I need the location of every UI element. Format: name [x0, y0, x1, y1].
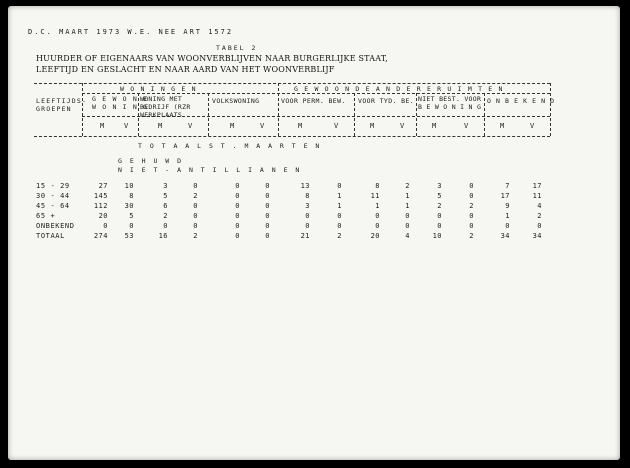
table-header-bottom-rule [34, 136, 550, 137]
group-header-ruimten: G E W O O N D E A N D E R E R U I M T E N [294, 85, 504, 93]
table-cell: 2 [537, 212, 542, 220]
table-cell: 4 [405, 232, 410, 240]
sub-label: V [464, 122, 469, 130]
table-cell: 0 [265, 212, 270, 220]
table-cell: 0 [235, 182, 240, 190]
row-label: 65 + [36, 212, 56, 220]
table-cell: 1 [405, 192, 410, 200]
table-cell: 0 [103, 222, 108, 230]
table-cell: 0 [235, 212, 240, 220]
col-header-onbekend: O N B E K E N D [487, 97, 555, 105]
group-divider [278, 83, 279, 136]
table-cell: 0 [305, 212, 310, 220]
sub-label: V [124, 122, 129, 130]
section-subtitle-status: G E H U W D [118, 157, 184, 165]
table-cell: 2 [437, 202, 442, 210]
table-cell: 5 [437, 192, 442, 200]
sub-label: V [400, 122, 405, 130]
table-cell: 1 [337, 202, 342, 210]
table-cell: 0 [375, 212, 380, 220]
table-cell: 8 [305, 192, 310, 200]
table-cell: 13 [300, 182, 310, 190]
table-cell: 3 [163, 182, 168, 190]
table-cell: 0 [405, 212, 410, 220]
table-cell: 2 [163, 212, 168, 220]
group-header-woningen: W O N I N G E N [120, 85, 197, 93]
col-divider [416, 93, 417, 136]
sub-label: V [188, 122, 193, 130]
table-cell: 3 [437, 182, 442, 190]
table-cell: 9 [505, 202, 510, 210]
table-cell: 0 [265, 202, 270, 210]
table-cell: 2 [193, 192, 198, 200]
title-line-2: LEEFTIJD EN GESLACHT EN NAAR AARD VAN HET WOONVERBLIJF [36, 65, 335, 74]
table-cell: 0 [537, 222, 542, 230]
table-cell: 0 [193, 212, 198, 220]
table-cell: 0 [265, 232, 270, 240]
table-cell: 34 [500, 232, 510, 240]
table-cell: 2 [405, 182, 410, 190]
table-cell: 0 [129, 222, 134, 230]
stub-header: LEEFTIJDS- GROEPEN [36, 97, 88, 113]
table-cell: 274 [93, 232, 108, 240]
col-header-gewone-woning: G E W O N E W O N I N G [92, 95, 149, 111]
section-subtitle-group: N I E T - A N T I L L I A N E N [118, 166, 302, 174]
table-cell: 17 [500, 192, 510, 200]
table-cell: 1 [375, 202, 380, 210]
table-cell: 0 [235, 232, 240, 240]
table-cell: 0 [193, 182, 198, 190]
table-cell: 0 [337, 222, 342, 230]
table-cell: 4 [537, 202, 542, 210]
table-cell: 21 [300, 232, 310, 240]
table-cell: 30 [124, 202, 134, 210]
table-cell: 0 [437, 222, 442, 230]
table-cell: 1 [337, 192, 342, 200]
sub-label: V [530, 122, 535, 130]
table-cell: 0 [437, 212, 442, 220]
table-cell: 2 [469, 202, 474, 210]
table-top-rule [34, 83, 550, 84]
table-cell: 0 [305, 222, 310, 230]
col-header-volkswoning: VOLKSWONING [212, 97, 260, 105]
table-cell: 112 [93, 202, 108, 210]
table-cell: 0 [469, 212, 474, 220]
table-cell: 1 [405, 202, 410, 210]
table-cell: 0 [469, 192, 474, 200]
table-cell: 5 [163, 192, 168, 200]
table-cell: 5 [129, 212, 134, 220]
row-label: 15 - 29 [36, 182, 70, 190]
table-cell: 0 [163, 222, 168, 230]
table-cell: 0 [265, 222, 270, 230]
table-cell: 0 [469, 182, 474, 190]
col-header-voor-tyd: VOOR TYD. BE. [358, 97, 415, 105]
row-label: TOTAAL [36, 232, 65, 240]
table-cell: 2 [193, 232, 198, 240]
sub-label: M [500, 122, 505, 130]
table-cell: 0 [337, 212, 342, 220]
row-label: 45 - 64 [36, 202, 70, 210]
table-cell: 27 [98, 182, 108, 190]
table-cell: 0 [265, 192, 270, 200]
table-cell: 3 [305, 202, 310, 210]
row-label: ONBEKEND [36, 222, 75, 230]
sub-label: M [158, 122, 163, 130]
table-cell: 0 [505, 222, 510, 230]
table-cell: 2 [337, 232, 342, 240]
sub-label: V [260, 122, 265, 130]
col-header-voor-perm: VOOR PERM. BEW. [281, 97, 346, 105]
table-cell: 2 [469, 232, 474, 240]
col-header-niet-bestemd: NIET BEST. VOOR B E W O N I N G [418, 95, 482, 111]
title-line-1: HUURDER OF EIGENAARS VAN WOONVERBLIJVEN NAAR BURGERLIJKE STAAT, [36, 54, 388, 63]
col-divider [354, 93, 355, 136]
table-cell: 0 [337, 182, 342, 190]
group-rule [82, 93, 550, 94]
table-cell: 0 [193, 222, 198, 230]
sub-label: M [370, 122, 375, 130]
table-cell: 20 [98, 212, 108, 220]
document-page [8, 6, 620, 460]
table-cell: 0 [405, 222, 410, 230]
sub-label: M [432, 122, 437, 130]
table-cell: 10 [432, 232, 442, 240]
table-cell: 8 [129, 192, 134, 200]
col-divider [208, 93, 209, 136]
table-cell: 0 [193, 202, 198, 210]
table-cell: 0 [235, 202, 240, 210]
table-cell: 0 [235, 192, 240, 200]
table-right-edge [550, 83, 551, 136]
table-cell: 0 [265, 182, 270, 190]
table-cell: 34 [532, 232, 542, 240]
table-cell: 1 [505, 212, 510, 220]
table-cell: 7 [505, 182, 510, 190]
table-cell: 145 [93, 192, 108, 200]
sub-label: M [100, 122, 105, 130]
table-cell: 53 [124, 232, 134, 240]
table-cell: 16 [158, 232, 168, 240]
row-label: 30 - 44 [36, 192, 70, 200]
sub-label: V [334, 122, 339, 130]
table-cell: 8 [375, 182, 380, 190]
table-cell: 0 [375, 222, 380, 230]
col-header-woning-met-bedrijf: WONING MET BEDRIJF (RZR WERKPLAATS [140, 95, 191, 119]
code-line: D.C. MAART 1973 W.E. NEE ART 1572 [28, 28, 234, 36]
table-cell: 20 [370, 232, 380, 240]
table-cell: 6 [163, 202, 168, 210]
sub-label: M [298, 122, 303, 130]
table-cell: 0 [235, 222, 240, 230]
table-cell: 11 [532, 192, 542, 200]
section-title: T O T A A L S T . M A A R T E N [138, 142, 322, 150]
table-cell: 17 [532, 182, 542, 190]
table-cell: 11 [370, 192, 380, 200]
table-cell: 10 [124, 182, 134, 190]
sub-label: M [230, 122, 235, 130]
col-divider [484, 93, 485, 136]
table-cell: 0 [469, 222, 474, 230]
table-number: TABEL 2 [216, 44, 258, 52]
